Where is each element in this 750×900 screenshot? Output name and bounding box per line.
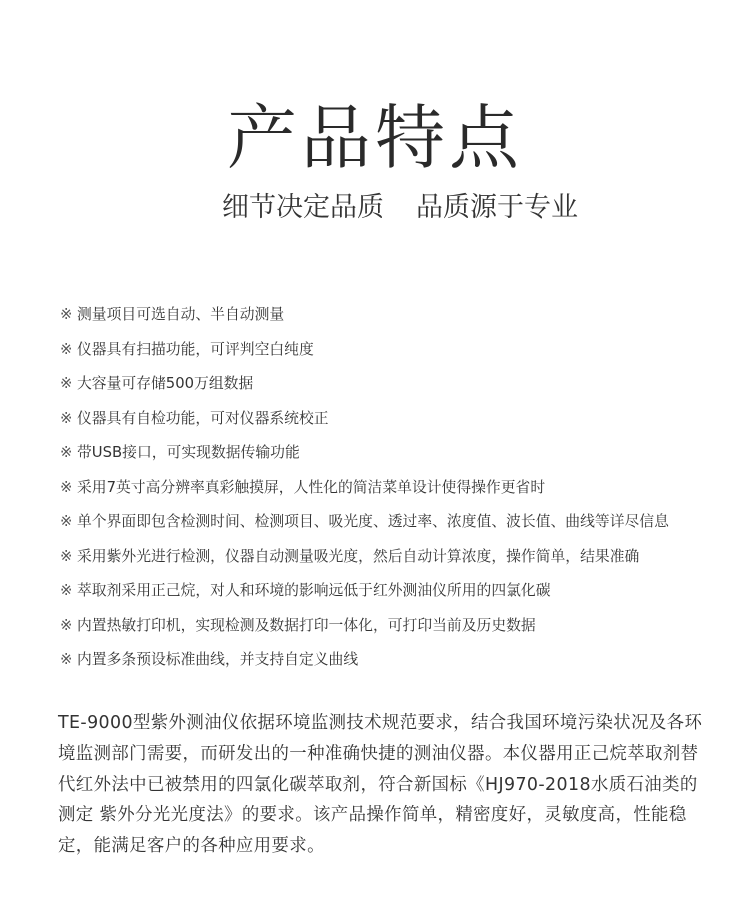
subtitle-left: 细节决定品质 bbox=[222, 192, 384, 223]
reference-mark-icon: ※ bbox=[60, 409, 73, 427]
feature-item bbox=[60, 402, 730, 437]
feature-text: 内置多条预设标准曲线，并支持自定义曲线 bbox=[77, 651, 359, 668]
feature-item bbox=[60, 436, 730, 471]
feature-item bbox=[60, 609, 730, 644]
reference-mark-icon: ※ bbox=[60, 582, 73, 599]
feature-text: 内置热敏打印机，实现检测及数据打印一体化，可打印当前及历史数据 bbox=[77, 616, 536, 634]
feature-text: 采用7英寸高分辨率真彩触摸屏，人性化的简洁菜单设计使得操作更省时 bbox=[77, 478, 546, 496]
feature-item bbox=[60, 540, 730, 575]
reference-mark-icon: ※ bbox=[60, 651, 73, 668]
feature-text: 单个界面即包含检测时间、检测项目、吸光度、透过率、浓度值、波长值、曲线等详尽信息 bbox=[77, 513, 669, 530]
reference-mark-icon: ※ bbox=[60, 340, 73, 358]
feature-item bbox=[60, 574, 730, 609]
reference-mark-icon: ※ bbox=[60, 306, 73, 323]
feature-text: 测量项目可选自动、半自动测量 bbox=[77, 306, 285, 323]
reference-mark-icon: ※ bbox=[60, 616, 73, 634]
feature-text: 萃取剂采用正己烷，对人和环境的影响远低于红外测油仪所用的四氯化碳 bbox=[77, 582, 551, 599]
page-title: 产品特点 bbox=[227, 97, 523, 179]
reference-mark-icon: ※ bbox=[60, 478, 73, 496]
feature-text: 采用紫外光进行检测，仪器自动测量吸光度，然后自动计算浓度，操作简单，结果准确 bbox=[77, 547, 640, 565]
feature-list bbox=[60, 298, 730, 678]
subtitle-right: 品质源于专业 bbox=[416, 192, 578, 223]
reference-mark-icon: ※ bbox=[60, 513, 73, 530]
feature-text: 大容量可存储500万组数据 bbox=[77, 375, 254, 392]
feature-item bbox=[60, 298, 730, 333]
feature-text: 带USB接口，可实现数据传输功能 bbox=[77, 444, 300, 461]
reference-mark-icon: ※ bbox=[60, 547, 73, 565]
feature-item bbox=[60, 471, 730, 506]
feature-item bbox=[60, 367, 730, 402]
product-description: TE-9000型紫外测油仪依据环境监测技术规范要求，结合我国环境污染状况及各环境监测部门需要，而研发出的一种准确快捷的测油仪器。本仪器用正己烷萃取剂替代红外法中已被禁用的四氯化碳萃取剂，符合新国标《HJ970-2018水质石油类的测定 紫外分光光度法》的要求。该产品操作简单，精密度好，灵敏度高，性能稳定，能满足客户的各种应用要求。 bbox=[58, 713, 703, 857]
feature-text: 仪器具有扫描功能，可评判空白纯度 bbox=[77, 340, 314, 358]
feature-item bbox=[60, 333, 730, 368]
feature-text: 仪器具有自检功能，可对仪器系统校正 bbox=[77, 409, 329, 427]
page-subtitle bbox=[222, 190, 578, 226]
feature-item bbox=[60, 643, 730, 678]
feature-item bbox=[60, 505, 730, 540]
reference-mark-icon: ※ bbox=[60, 375, 73, 392]
reference-mark-icon: ※ bbox=[60, 444, 73, 461]
